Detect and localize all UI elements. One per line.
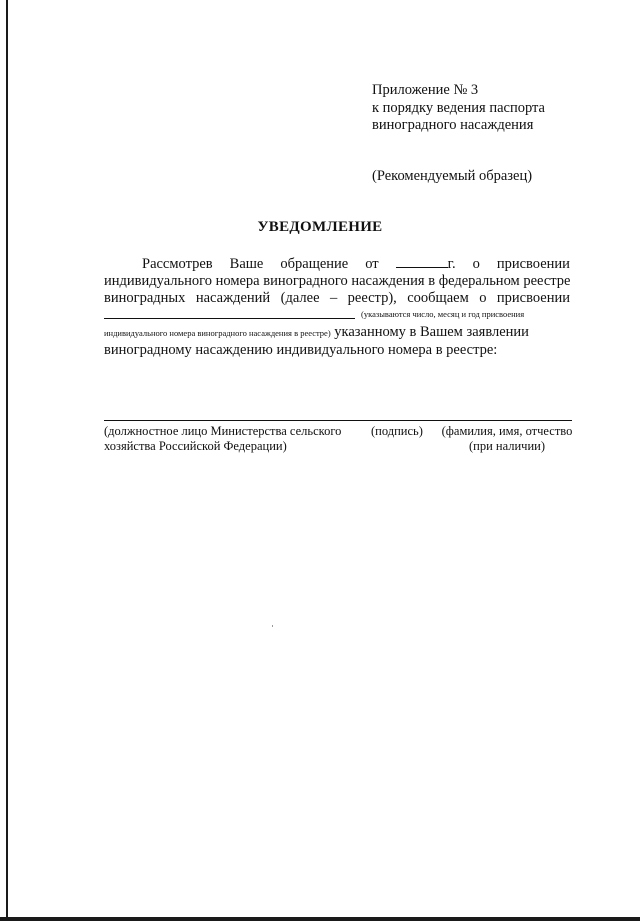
annex-number: Приложение № 3 <box>372 82 479 98</box>
annex-header <box>372 82 545 135</box>
date-hint: (указываются число, месяц и год присвоения <box>361 309 525 319</box>
body-word: Рассмотрев <box>142 256 213 272</box>
body-word: от <box>365 256 379 272</box>
body-word: сообщаем <box>407 290 469 306</box>
body-word: Ваше <box>229 256 264 272</box>
date-blank <box>396 255 448 268</box>
signature-line <box>104 420 572 421</box>
body-word: присвоении <box>496 290 570 306</box>
body-line-2: индивидуального номера виноградного насаждения в федеральном реестре <box>104 273 571 289</box>
assignment-date-blank <box>104 308 355 319</box>
document-title: УВЕДОМЛЕНИЕ <box>257 219 383 235</box>
date-hint-continued: индивидуального номера виноградного насаждения в реестре) <box>104 328 331 338</box>
body-word: – <box>329 290 338 306</box>
body-word: виноградных <box>104 290 186 306</box>
name-caption-line: (при наличии) <box>468 439 546 453</box>
official-caption <box>104 424 341 454</box>
body-word: обращение <box>280 256 349 272</box>
date-field <box>396 255 456 273</box>
body-word: реестр), <box>347 290 397 306</box>
signature-caption: (подпись) <box>371 424 423 438</box>
body-line-3 <box>104 290 570 307</box>
body-word: насаждений <box>195 290 271 306</box>
scan-speck <box>272 625 273 627</box>
body-word: г. <box>447 256 456 272</box>
body-word: (далее <box>280 290 320 306</box>
body-word: о <box>479 290 487 306</box>
scan-left-edge <box>6 0 8 921</box>
body-line-4 <box>104 308 570 319</box>
annex-subject: виноградного насаждения <box>372 117 534 133</box>
official-caption-line: хозяйства Российской Федерации) <box>104 439 287 453</box>
scan-bottom-edge <box>0 917 640 921</box>
annex-reference: к порядку ведения паспорта <box>372 99 545 116</box>
body-word: о <box>472 256 480 272</box>
name-caption-line: (фамилия, имя, отчество <box>441 424 573 438</box>
name-caption <box>441 424 573 454</box>
body-line-1 <box>142 255 570 273</box>
sample-note: (Рекомендуемый образец) <box>372 168 533 184</box>
body-text: указанному в Вашем заявлении <box>330 324 529 340</box>
body-line-5 <box>104 323 574 341</box>
official-caption-line: (должностное лицо Министерства сельского <box>104 424 342 438</box>
body-line-6: виноградному насаждению индивидуального номера в реестре: <box>104 342 498 358</box>
body-word: присвоении <box>496 256 570 272</box>
